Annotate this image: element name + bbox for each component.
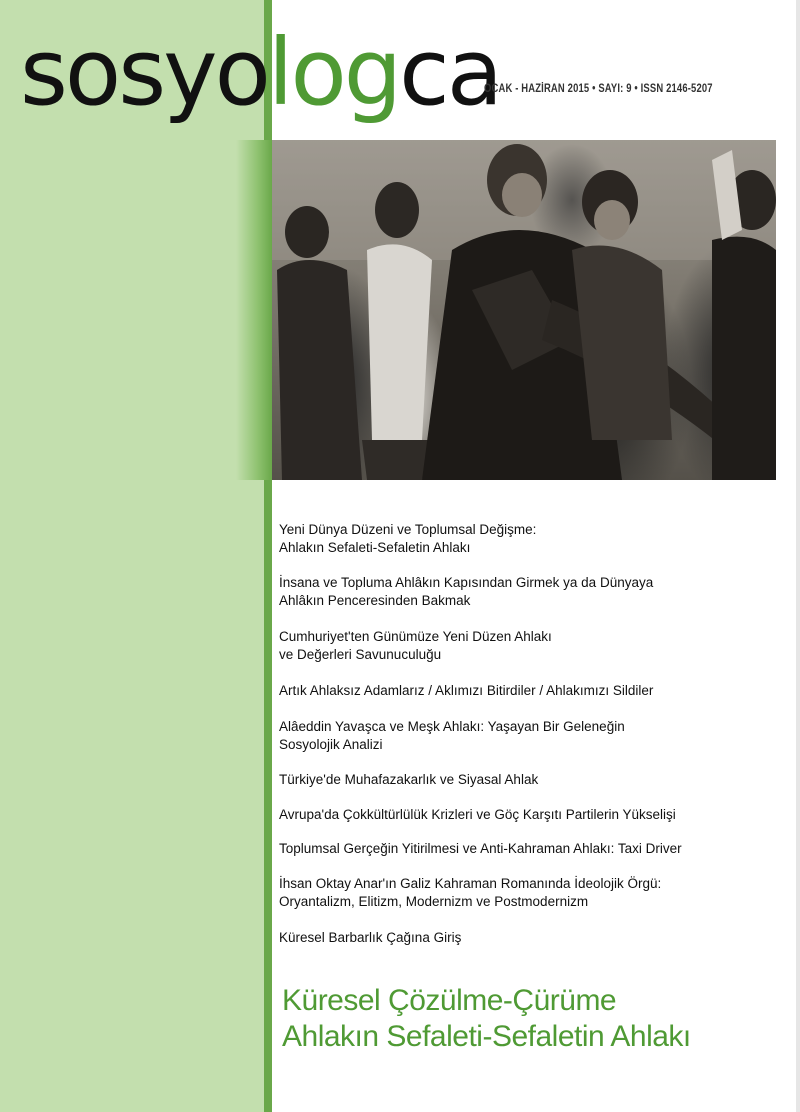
headline-line-1: Küresel Çözülme-Çürüme xyxy=(282,984,617,1017)
masthead-part-ca: ca xyxy=(399,19,501,126)
toc-article-title: İhsan Oktay Anar'ın Galiz Kahraman Romanında İdeolojik Örgü: xyxy=(279,876,662,891)
toc-article-title: Toplumsal Gerçeğin Yitirilmesi ve Anti-Kahraman Ahlakı: Taxi Driver xyxy=(279,841,682,856)
toc-article-title: Türkiye'de Muhafazakarlık ve Siyasal Ahlak xyxy=(279,772,539,787)
toc-article-title: Sosyolojik Analizi xyxy=(279,737,383,752)
toc-article-title: Avrupa'da Çokkültürlülük Krizleri ve Göç Karşıtı Partilerin Yükselişi xyxy=(279,807,676,822)
toc-article-title: Oryantalizm, Elitizm, Modernizm ve Postmodernizm xyxy=(279,894,589,909)
toc-article-title: Ahlakın Sefaleti-Sefaletin Ahlakı xyxy=(279,540,471,555)
issue-headline xyxy=(282,983,752,1055)
toc-article-title: Küresel Barbarlık Çağına Giriş xyxy=(279,930,462,945)
toc-article-title: ve Değerleri Savunuculuğu xyxy=(279,647,442,662)
toc-article-title: Cumhuriyet'ten Günümüze Yeni Düzen Ahlakı xyxy=(279,629,552,644)
page-edge xyxy=(796,0,800,1112)
toc-article-title: Alâeddin Yavaşca ve Meşk Ahlakı: Yaşayan Bir Geleneğin xyxy=(279,719,625,734)
toc-article-title: İnsana ve Topluma Ahlâkın Kapısından Girmek ya da Dünyaya xyxy=(279,575,654,590)
photo-green-gradient-strip xyxy=(236,140,272,480)
toc-article-title: Ahlâkın Penceresinden Bakmak xyxy=(279,593,471,608)
toc-article-title: Yeni Dünya Düzeni ve Toplumsal Değişme: xyxy=(279,522,537,537)
masthead-part-sosyo: sosyo xyxy=(20,19,268,126)
cover-photo xyxy=(272,140,776,480)
issue-info: OCAK - HAZİRAN 2015 • SAYI: 9 • ISSN 2146-5207 xyxy=(484,83,713,95)
masthead-part-log: log xyxy=(267,19,400,126)
black-and-white-photo-icon xyxy=(272,140,776,480)
journal-masthead xyxy=(20,18,500,128)
toc-article-title: Artık Ahlaksız Adamlarız / Aklımızı Bitirdiler / Ahlakımızı Sildiler xyxy=(279,683,654,698)
left-color-panel xyxy=(0,0,264,1112)
headline-line-2: Ahlakın Sefaleti-Sefaletin Ahlakı xyxy=(282,1020,691,1053)
